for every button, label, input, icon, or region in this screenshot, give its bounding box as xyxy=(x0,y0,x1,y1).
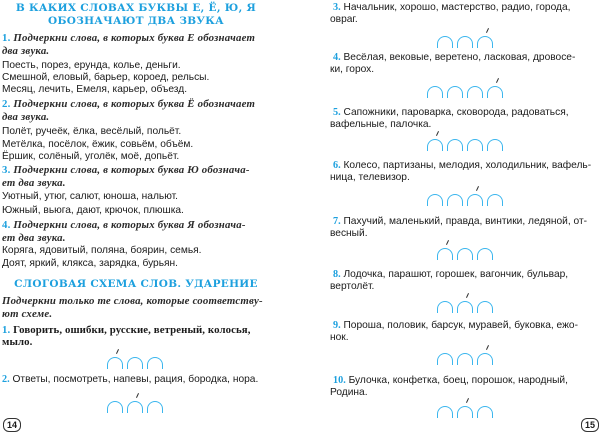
syllable-arc xyxy=(127,357,143,369)
syllable-arc xyxy=(437,36,453,48)
syllable-arc xyxy=(457,353,473,365)
syllable-arc xyxy=(467,86,483,98)
syllable-arc xyxy=(477,353,493,365)
stress-mark-icon xyxy=(466,293,469,298)
exercise-instruction xyxy=(2,32,255,44)
item-line xyxy=(333,375,568,387)
exercise-instruction xyxy=(2,164,250,176)
exercise-number: 4. xyxy=(2,219,11,231)
item-line xyxy=(333,2,570,14)
section-instruction: Подчеркни только те слова, которые соответству- xyxy=(2,295,263,307)
stress-mark-icon xyxy=(486,345,489,350)
stress-mark-icon xyxy=(446,240,449,245)
syllable-arc xyxy=(487,139,503,151)
page-title: В КАКИХ СЛОВАХ БУКВЫ Е, Ё, Ю, Я xyxy=(15,2,257,14)
line-text: Колесо, партизаны, мелодия, холодильник, вафель- xyxy=(343,160,592,171)
exercise-instruction: ет два звука. xyxy=(2,177,66,189)
line-text: Подчеркни слова, в которых буква Ё обозначает xyxy=(13,98,256,110)
item-line xyxy=(333,216,587,228)
exercise-number: 3. xyxy=(2,164,11,176)
exercise-number: 10. xyxy=(333,375,346,386)
syllable-arc xyxy=(487,86,503,98)
section-title: СЛОГОВАЯ СХЕМА СЛОВ. УДАРЕНИЕ xyxy=(14,278,258,290)
exercise-number: 3. xyxy=(333,2,341,13)
item-line xyxy=(2,374,258,386)
item-line: весный. xyxy=(330,228,368,239)
exercise-number: 2. xyxy=(2,98,11,110)
stress-mark-icon xyxy=(496,78,499,83)
stress-mark-icon xyxy=(466,398,469,403)
line-text: Ответы, посмотреть, напевы, рация, бородка, нора. xyxy=(12,374,259,385)
line-text: Пороша, половик, барсук, муравей, буковка, ежо- xyxy=(343,320,578,331)
exercise-number: 8. xyxy=(333,269,341,280)
item-line xyxy=(333,52,575,64)
exercise-number: 2. xyxy=(2,374,10,385)
syllable-arc xyxy=(437,406,453,418)
stress-mark-icon xyxy=(136,393,139,398)
syllable-arc xyxy=(147,357,163,369)
word-line: Полёт, ручеёк, ёлка, весёлый, польёт. xyxy=(2,126,182,137)
word-line: Поесть, порез, ерунда, колье, деньги. xyxy=(2,60,181,71)
syllable-arc xyxy=(457,301,473,313)
syllable-arc xyxy=(427,139,443,151)
exercise-instruction: ет два звука. xyxy=(2,232,66,244)
exercise-number: 1. xyxy=(2,32,11,44)
exercise-number: 7. xyxy=(333,216,341,227)
exercise-number: 6. xyxy=(333,160,341,171)
line-text: Подчеркни слова, в которых буква Ю обознача- xyxy=(13,164,250,176)
item-line xyxy=(333,107,569,119)
syllable-arc xyxy=(457,36,473,48)
item-line: вертолёт. xyxy=(330,281,375,292)
syllable-arc xyxy=(427,194,443,206)
item-line: вафельные, палочка. xyxy=(330,119,432,130)
line-text: Сапожники, пароварка, сковорода, радоваться, xyxy=(343,107,569,118)
syllable-arc xyxy=(477,406,493,418)
syllable-arc xyxy=(457,248,473,260)
line-text: Булочка, конфетка, боец, порошок, народный, xyxy=(348,375,568,386)
line-text: Подчеркни слова, в которых буква Е обозначает xyxy=(13,32,256,44)
word-line: Уютный, утюг, салют, юноша, нальют. xyxy=(2,191,179,202)
syllable-arc xyxy=(477,248,493,260)
page-number: 14 xyxy=(3,418,21,432)
page-number: 15 xyxy=(581,418,599,432)
syllable-arc xyxy=(447,194,463,206)
exercise-number: 1. xyxy=(2,324,11,336)
word-line: Месяц, лечить, Емеля, карьер, объезд. xyxy=(2,84,188,95)
syllable-arc xyxy=(427,86,443,98)
syllable-arc xyxy=(147,401,163,413)
syllable-arc xyxy=(437,248,453,260)
syllable-arc xyxy=(107,401,123,413)
exercise-instruction xyxy=(2,219,246,231)
syllable-arc xyxy=(447,86,463,98)
stress-mark-icon xyxy=(486,28,489,33)
stress-mark-icon xyxy=(436,131,439,136)
syllable-arc xyxy=(467,194,483,206)
line-text: Говорить, ошибки, русские, ветреный, колосья, xyxy=(13,324,251,336)
word-line: Смешной, еловый, барьер, короед, рельсы. xyxy=(2,72,210,83)
word-line: Коряга, ядовитый, поляна, боярин, семья. xyxy=(2,245,202,256)
page-title: ОБОЗНАЧАЮТ ДВА ЗВУКА xyxy=(48,15,224,27)
syllable-arc xyxy=(477,36,493,48)
exercise-number: 5. xyxy=(333,107,341,118)
exercise-number: 9. xyxy=(333,320,341,331)
exercise-number: 4. xyxy=(333,52,341,63)
stress-mark-icon xyxy=(116,349,119,354)
item-line: Родина. xyxy=(330,387,368,398)
syllable-arc xyxy=(477,301,493,313)
syllable-arc xyxy=(457,406,473,418)
item-line xyxy=(333,320,578,332)
section-instruction: ют схеме. xyxy=(2,308,53,320)
item-line: овраг. xyxy=(330,14,358,25)
line-text: Весёлая, вековые, веретено, ласковая, дровосе- xyxy=(343,52,576,63)
syllable-arc xyxy=(467,139,483,151)
exercise-instruction: два звука. xyxy=(2,111,50,123)
syllable-arc xyxy=(447,139,463,151)
exercise-instruction xyxy=(2,98,255,110)
item-line xyxy=(2,324,251,336)
item-line xyxy=(333,269,568,281)
word-line: Доят, яркий, клякса, зарядка, бурьян. xyxy=(2,258,178,269)
line-text: Подчеркни слова, в которых буква Я обознача- xyxy=(13,219,246,231)
item-line: нок. xyxy=(330,332,349,343)
item-line xyxy=(333,160,591,172)
item-line: мыло. xyxy=(2,336,33,348)
word-line: Ёршик, солёный, уголёк, моё, допьёт. xyxy=(2,151,180,162)
syllable-arc xyxy=(437,353,453,365)
syllable-arc xyxy=(437,301,453,313)
item-line: ница, телевизор. xyxy=(330,172,410,183)
word-line: Южный, вьюга, дают, крючок, плюшка. xyxy=(2,205,184,216)
syllable-arc xyxy=(487,194,503,206)
line-text: Лодочка, парашют, горошек, вагончик, бульвар, xyxy=(343,269,569,280)
line-text: Начальник, хорошо, мастерство, радио, города, xyxy=(343,2,571,13)
stress-mark-icon xyxy=(476,186,479,191)
syllable-arc xyxy=(127,401,143,413)
word-line: Метёлка, посёлок, ёжик, совьём, объём. xyxy=(2,139,194,150)
item-line: ки, горох. xyxy=(330,64,375,75)
line-text: Пахучий, маленький, правда, винтики, ледяной, от- xyxy=(343,216,588,227)
syllable-arc xyxy=(107,357,123,369)
exercise-instruction: два звука. xyxy=(2,45,50,57)
